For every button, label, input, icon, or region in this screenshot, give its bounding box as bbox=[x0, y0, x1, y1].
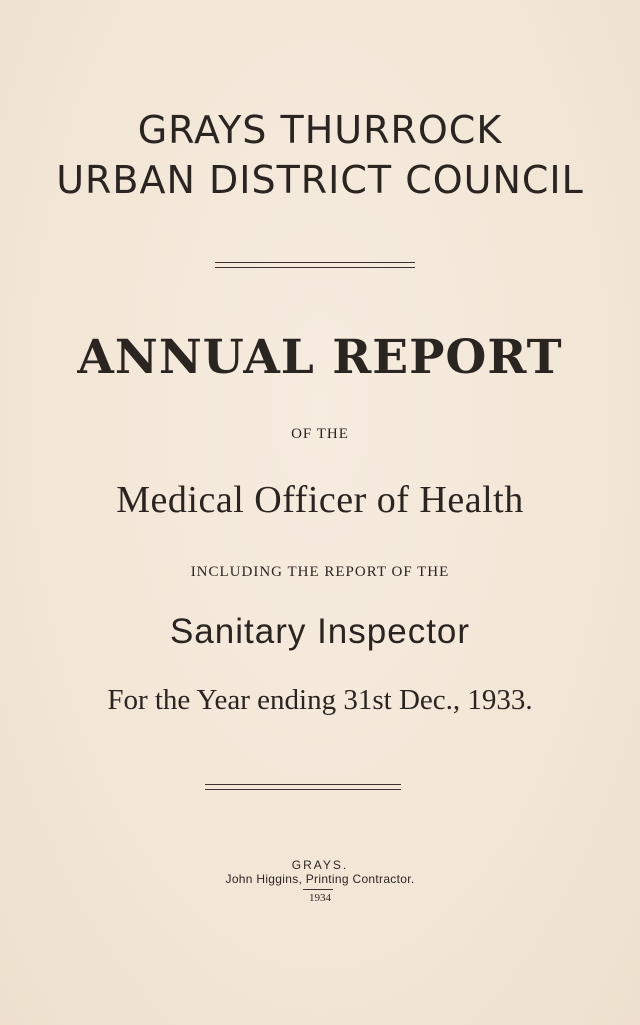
officer-title: Medical Officer of Health bbox=[116, 479, 524, 521]
bottom-divider-upper bbox=[205, 784, 401, 785]
of-the-text: OF THE bbox=[291, 426, 349, 442]
bottom-divider-lower bbox=[205, 789, 401, 790]
top-divider-upper bbox=[215, 262, 415, 263]
council-name-line-1: GRAYS THURROCK bbox=[137, 108, 503, 152]
including-text: INCLUDING THE REPORT OF THE bbox=[190, 564, 450, 580]
report-period: For the Year ending 31st Dec., 1933. bbox=[107, 684, 533, 716]
imprint-divider bbox=[303, 889, 333, 890]
top-divider-lower bbox=[215, 267, 415, 268]
council-name-line-2: URBAN DISTRICT COUNCIL bbox=[56, 158, 584, 202]
report-title: ANNUAL REPORT bbox=[77, 330, 563, 385]
imprint-place: GRAYS. bbox=[291, 858, 349, 872]
imprint-year: 1934 bbox=[309, 892, 331, 904]
inspector-title: Sanitary Inspector bbox=[169, 612, 471, 651]
imprint-printer: John Higgins, Printing Contractor. bbox=[225, 872, 415, 886]
